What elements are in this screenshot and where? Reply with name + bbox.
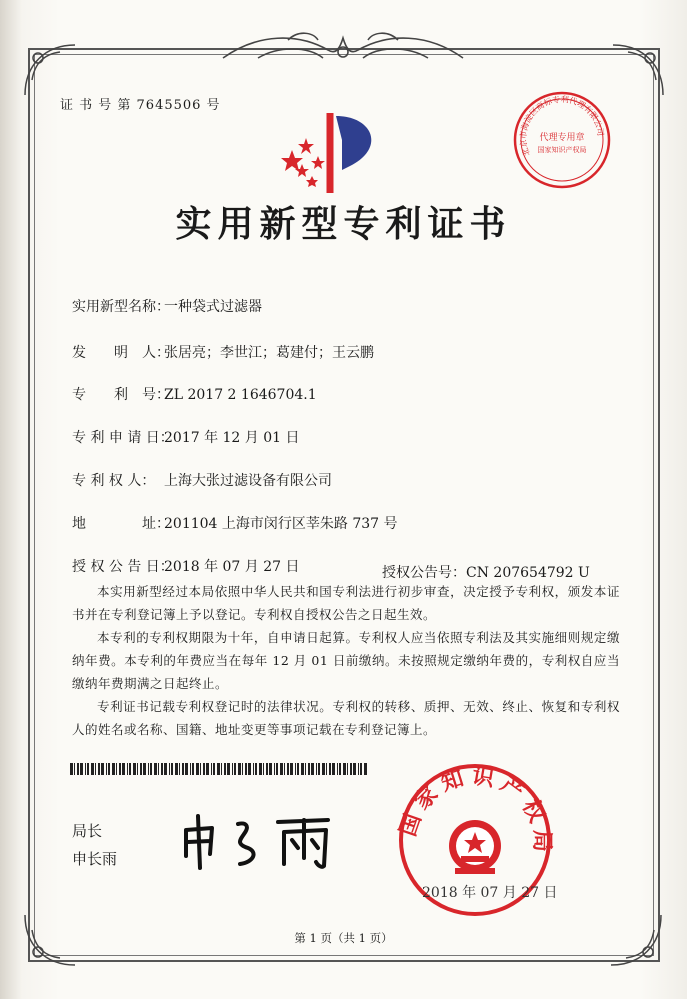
field-value: 上海大张过滤设备有限公司	[164, 473, 332, 489]
field-label: 授 权 公 告 日：	[72, 559, 174, 575]
field-patentee	[72, 470, 332, 490]
body-paragraph: 本实用新型经过本局依照中华人民共和国专利法进行初步审查，决定授予专利权，颁发本证书并在专利登记簿上予以登记。专利权自授权公告之日起生效。	[72, 584, 620, 622]
field-value: 2018 年 07 月 27 日	[164, 559, 300, 575]
svg-text:国家知识产权局: 国家知识产权局	[395, 763, 555, 858]
field-value: 2017 年 12 月 01 日	[164, 430, 300, 446]
field-label: 专 利 权 人：	[72, 473, 156, 489]
field-label: 实用新型名称：	[72, 299, 170, 315]
svg-text:代理专用章: 代理专用章	[539, 133, 585, 143]
field-value: 201104 上海市闵行区莘朱路 737 号	[164, 516, 398, 532]
patent-office-logo-icon	[278, 108, 388, 196]
corner-ornament-icon	[20, 40, 80, 100]
field-value: CN 207654792 U	[466, 565, 590, 581]
body-paragraph: 本专利的专利权期限为十年，自申请日起算。专利权人应当依照专利法及其实施细则规定缴纳年费。本专利的年费应当在每年 12 月 01 日前缴纳。未按照规定缴纳年费的，专利权自应当缴纳年费期满之日起终止。	[72, 630, 620, 691]
field-inventors	[72, 342, 374, 362]
field-label: 授权公告号：	[382, 565, 466, 581]
field-label: 专 利 申 请 日：	[72, 430, 174, 446]
field-value: 一种袋式过滤器	[164, 299, 262, 315]
corner-ornament-icon	[608, 40, 668, 100]
field-patent-number	[72, 384, 317, 404]
handwritten-signature	[178, 812, 348, 872]
seal-date: 2018 年 07 月 27 日	[422, 885, 558, 901]
agent-stamp-icon	[510, 88, 614, 192]
body-paragraph: 专利证书记载专利权登记时的法律状况。专利权的转移、质押、无效、终止、恢复和专利权人的姓名或名称、国籍、地址变更等事项记载在专利登记簿上。	[72, 699, 620, 737]
field-value: ZL 2017 2 1646704.1	[164, 387, 317, 403]
signer-title: 局长	[72, 822, 103, 840]
top-ornament-icon	[218, 28, 468, 68]
field-label: 发 明 人：	[72, 345, 170, 361]
field-label: 地 址：	[72, 516, 170, 532]
certificate-title: 实用新型专利证书	[175, 204, 512, 245]
field-value: 张居亮；李世江；葛建付；王云鹏	[164, 345, 374, 361]
svg-text:北京市海淀区商标专利代理有限公司: 北京市海淀区商标专利代理有限公司	[518, 94, 606, 158]
field-utility-model-name	[72, 296, 262, 316]
page-number: 第 1 页（共 1 页）	[294, 931, 393, 945]
field-application-date	[72, 427, 300, 447]
certificate-body-text	[72, 580, 620, 741]
field-authorization-pub-number	[382, 562, 590, 582]
barcode-icon	[70, 763, 370, 775]
field-address	[72, 513, 398, 533]
field-label: 专 利 号：	[72, 387, 170, 403]
field-authorization-date	[72, 556, 300, 576]
svg-text:国家知识产权局: 国家知识产权局	[537, 146, 587, 154]
signer-name: 申长雨	[72, 850, 118, 868]
certificate-number: 证 书 号 第 7645506 号	[60, 98, 221, 113]
